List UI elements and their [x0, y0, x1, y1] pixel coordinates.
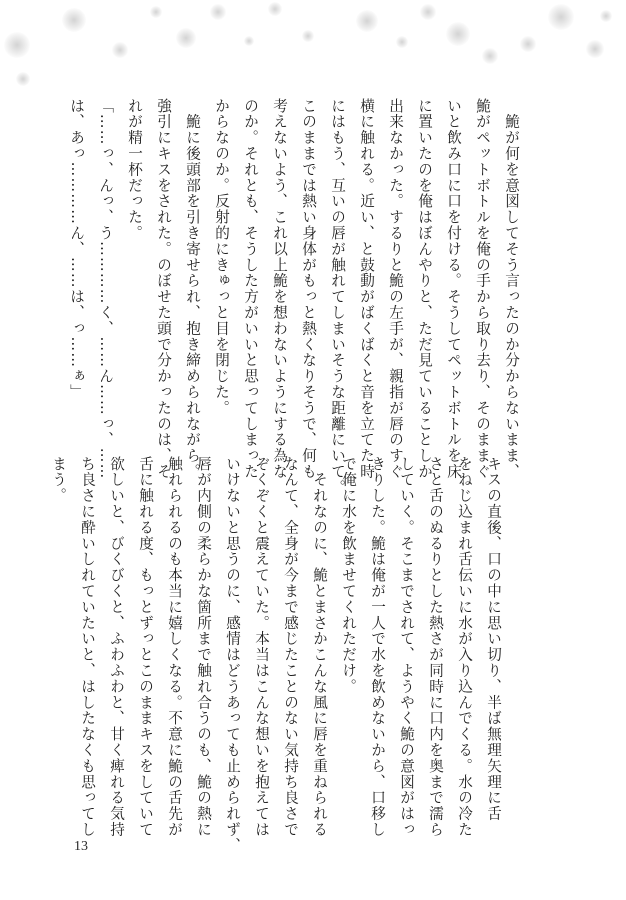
- bokeh-decoration: [0, 0, 626, 110]
- page-number: 13: [74, 839, 88, 854]
- text-line: のか。それとも、そうした方がいいと思ってしまった: [242, 98, 259, 480]
- text-line: 強引にキスをされた。のぼせた頭で分かったのは、そ: [155, 98, 172, 480]
- text-line: をねじ込まれ舌伝いに水が入り込んでくる。水の冷た: [456, 456, 473, 838]
- text-line: さと舌のぬるりとした熱さが同時に口内を奥まで濡ら: [427, 456, 444, 838]
- dialogue-line: は、あっ…………ん、……は、っ……ぁ」: [68, 98, 85, 401]
- text-line: なんて、全身が今まで感じたことのない気持ち良さで: [282, 456, 299, 838]
- text-line: 横に触れる。近い、と鼓動がばくばくと音を立てた時: [358, 98, 375, 480]
- dialogue-line: 「……っ、んっ、う…………く、……ん……っ、……: [97, 98, 114, 480]
- text-line: 鮠が何を意図してそう言ったのか分からないまま、: [503, 98, 520, 480]
- text-line: ぞくぞくと震えていた。本当はこんな想いを抱えては: [253, 456, 270, 838]
- text-line: に置いたのを俺はぼんやりと、ただ見ていることしか: [416, 98, 433, 480]
- text-line: 唇が内側の柔らかな箇所まで触れ合うのも、鮠の熱に: [195, 456, 212, 838]
- text-line: 考えないよう、これ以上鮠を想わないようにする為な: [271, 98, 288, 480]
- text-line: それなのに、鮠とまさかこんな風に唇を重ねられる: [311, 456, 328, 838]
- text-line: いけないと思うのに、感情はどうあっても止められず、: [224, 456, 241, 854]
- text-line: からなのか。反射的にきゅっと目を閉じた。: [213, 98, 230, 416]
- text-line: いと飲み口に口を付ける。そうしてペットボトルを床: [445, 98, 462, 480]
- text-line: 出来なかった。するりと鮠の左手が、親指が唇のすぐ: [387, 98, 404, 480]
- text-line: 欲しいと、びくびくと、ふわふわと、甘く痺れる気持: [108, 456, 125, 838]
- text-line: していく。そこまでされて、ようやく鮠の意図がはっ: [398, 456, 415, 838]
- text-line: まう。: [50, 456, 67, 504]
- text-line: で俺に水を飲ませてくれただけ。: [340, 456, 357, 695]
- text-line: キスの直後、口の中に思い切り、半ば無理矢理に舌: [485, 456, 502, 822]
- text-line: 触れられるのも本当に嬉しくなる。不意に鮠の舌先が: [166, 456, 183, 838]
- text-line: このままでは熱い身体がもっと熱くなりそうで、何も: [300, 98, 317, 480]
- text-line: れが精一杯だった。: [126, 98, 143, 242]
- text-line: ち良さに酔いしれていたいと、はしたなくも思ってし: [79, 456, 96, 838]
- text-line: にはもう、互いの唇が触れてしまいそうな距離にいて。: [329, 98, 346, 496]
- text-line: 鮠に後頭部を引き寄せられ、抱き締められながら。: [184, 98, 201, 480]
- text-line: 舌に触れる度、もっとずっとこのままキスをしていて: [137, 456, 154, 838]
- text-block-upper: [62, 98, 526, 496]
- text-line: 鮠がペットボトルを俺の手から取り去り、そのままぐ: [474, 98, 491, 480]
- text-line: きりした。鮠は俺が一人で水を飲めないから、口移し: [369, 456, 386, 838]
